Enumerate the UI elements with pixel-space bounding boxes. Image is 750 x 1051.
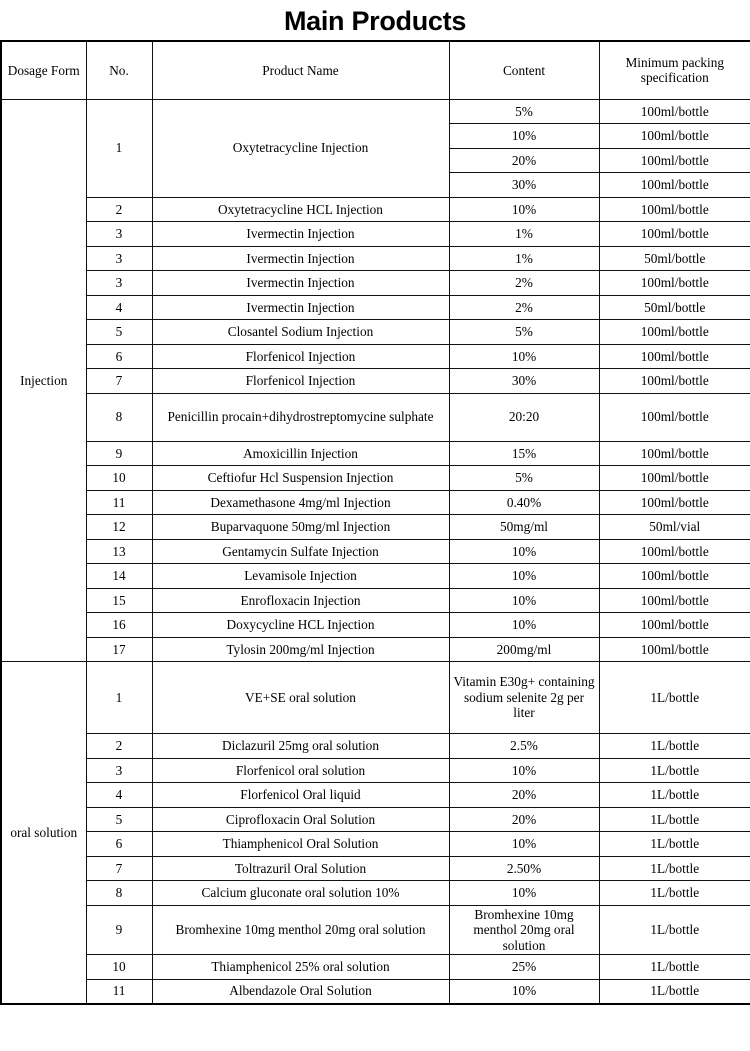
table-row xyxy=(1,832,750,857)
row-number-cell: 3 xyxy=(86,222,152,247)
packing-specification-cell: 1L/bottle xyxy=(599,734,750,759)
table-row xyxy=(1,881,750,906)
row-number-cell: 10 xyxy=(86,955,152,980)
table-row xyxy=(1,222,750,247)
content-cell: 20% xyxy=(449,807,599,832)
row-number-cell: 12 xyxy=(86,515,152,540)
packing-specification-cell: 50ml/bottle xyxy=(599,295,750,320)
row-number-cell: 11 xyxy=(86,979,152,1004)
dosage-form-cell: oral solution xyxy=(1,662,86,1004)
product-name-cell: Doxycycline HCL Injection xyxy=(152,613,449,638)
content-cell: 20:20 xyxy=(449,393,599,441)
content-cell: 30% xyxy=(449,173,599,198)
product-name-cell: Toltrazuril Oral Solution xyxy=(152,856,449,881)
table-row xyxy=(1,344,750,369)
row-number-cell: 4 xyxy=(86,783,152,808)
product-name-cell: Oxytetracycline HCL Injection xyxy=(152,197,449,222)
packing-specification-cell: 1L/bottle xyxy=(599,832,750,857)
packing-specification-cell: 1L/bottle xyxy=(599,955,750,980)
table-row xyxy=(1,369,750,394)
table-header xyxy=(1,41,750,99)
packing-specification-cell: 100ml/bottle xyxy=(599,393,750,441)
table-row xyxy=(1,905,750,955)
table-row xyxy=(1,393,750,441)
table-row xyxy=(1,807,750,832)
product-name-cell: Ivermectin Injection xyxy=(152,222,449,247)
table-row xyxy=(1,271,750,296)
row-number-cell: 5 xyxy=(86,807,152,832)
packing-specification-cell: 1L/bottle xyxy=(599,905,750,955)
packing-specification-cell: 1L/bottle xyxy=(599,979,750,1004)
product-name-cell: Penicillin procain+dihydrostreptomycine sulphate xyxy=(152,393,449,441)
content-cell: 2.5% xyxy=(449,734,599,759)
row-number-cell: 11 xyxy=(86,490,152,515)
product-name-cell: Albendazole Oral Solution xyxy=(152,979,449,1004)
table-row xyxy=(1,856,750,881)
row-number-cell: 9 xyxy=(86,905,152,955)
packing-specification-cell: 50ml/bottle xyxy=(599,246,750,271)
table-row xyxy=(1,295,750,320)
packing-specification-cell: 100ml/bottle xyxy=(599,441,750,466)
content-cell: 1% xyxy=(449,246,599,271)
products-table xyxy=(0,40,750,1005)
header-row xyxy=(1,41,750,99)
packing-specification-cell: 50ml/vial xyxy=(599,515,750,540)
packing-specification-cell: 1L/bottle xyxy=(599,758,750,783)
product-name-cell: Ceftiofur Hcl Suspension Injection xyxy=(152,466,449,491)
packing-specification-cell: 100ml/bottle xyxy=(599,173,750,198)
product-name-cell: Amoxicillin Injection xyxy=(152,441,449,466)
packing-specification-cell: 1L/bottle xyxy=(599,881,750,906)
packing-specification-cell: 100ml/bottle xyxy=(599,369,750,394)
packing-specification-cell: 100ml/bottle xyxy=(599,124,750,149)
table-row xyxy=(1,466,750,491)
product-name-cell: Ivermectin Injection xyxy=(152,246,449,271)
content-cell: 2% xyxy=(449,271,599,296)
product-name-cell: Gentamycin Sulfate Injection xyxy=(152,539,449,564)
content-cell: 10% xyxy=(449,758,599,783)
column-header-packing: Minimum packing specification xyxy=(599,41,750,99)
row-number-cell: 3 xyxy=(86,271,152,296)
product-name-cell: Dexamethasone 4mg/ml Injection xyxy=(152,490,449,515)
row-number-cell: 13 xyxy=(86,539,152,564)
product-name-cell: Calcium gluconate oral solution 10% xyxy=(152,881,449,906)
packing-specification-cell: 100ml/bottle xyxy=(599,466,750,491)
content-cell: 10% xyxy=(449,539,599,564)
row-number-cell: 5 xyxy=(86,320,152,345)
table-row xyxy=(1,734,750,759)
row-number-cell: 4 xyxy=(86,295,152,320)
product-name-cell: Tylosin 200mg/ml Injection xyxy=(152,637,449,662)
product-name-cell: Ciprofloxacin Oral Solution xyxy=(152,807,449,832)
table-row xyxy=(1,588,750,613)
table-row xyxy=(1,979,750,1004)
row-number-cell: 2 xyxy=(86,734,152,759)
row-number-cell: 7 xyxy=(86,369,152,394)
row-number-cell: 6 xyxy=(86,344,152,369)
packing-specification-cell: 100ml/bottle xyxy=(599,588,750,613)
content-cell: 50mg/ml xyxy=(449,515,599,540)
packing-specification-cell: 100ml/bottle xyxy=(599,320,750,345)
content-cell: 200mg/ml xyxy=(449,637,599,662)
product-name-cell: Ivermectin Injection xyxy=(152,271,449,296)
table-row xyxy=(1,515,750,540)
column-header-content: Content xyxy=(449,41,599,99)
product-name-cell: Florfenicol Injection xyxy=(152,369,449,394)
row-number-cell: 1 xyxy=(86,662,152,734)
row-number-cell: 9 xyxy=(86,441,152,466)
content-cell: 2% xyxy=(449,295,599,320)
packing-specification-cell: 100ml/bottle xyxy=(599,99,750,124)
table-row xyxy=(1,320,750,345)
table-row xyxy=(1,99,750,124)
packing-specification-cell: 100ml/bottle xyxy=(599,197,750,222)
product-name-cell: Thiamphenicol Oral Solution xyxy=(152,832,449,857)
product-name-cell: Levamisole Injection xyxy=(152,564,449,589)
content-cell: 10% xyxy=(449,881,599,906)
packing-specification-cell: 100ml/bottle xyxy=(599,637,750,662)
content-cell: 10% xyxy=(449,832,599,857)
column-header-dosage-form: Dosage Form xyxy=(1,41,86,99)
packing-specification-cell: 100ml/bottle xyxy=(599,271,750,296)
table-row xyxy=(1,197,750,222)
content-cell: 15% xyxy=(449,441,599,466)
content-cell: Vitamin E30g+ containing sodium selenite 2g per liter xyxy=(449,662,599,734)
content-cell: 5% xyxy=(449,466,599,491)
content-cell: 10% xyxy=(449,979,599,1004)
product-name-cell: Oxytetracycline Injection xyxy=(152,99,449,197)
content-cell: 10% xyxy=(449,197,599,222)
product-name-cell: Enrofloxacin Injection xyxy=(152,588,449,613)
table-row xyxy=(1,955,750,980)
column-header-product-name: Product Name xyxy=(152,41,449,99)
packing-specification-cell: 100ml/bottle xyxy=(599,344,750,369)
content-cell: 2.50% xyxy=(449,856,599,881)
product-name-cell: Thiamphenicol 25% oral solution xyxy=(152,955,449,980)
row-number-cell: 3 xyxy=(86,246,152,271)
table-row xyxy=(1,539,750,564)
content-cell: 20% xyxy=(449,148,599,173)
packing-specification-cell: 100ml/bottle xyxy=(599,613,750,638)
content-cell: 10% xyxy=(449,344,599,369)
table-row xyxy=(1,662,750,734)
column-header-no: No. xyxy=(86,41,152,99)
packing-specification-cell: 100ml/bottle xyxy=(599,222,750,247)
row-number-cell: 8 xyxy=(86,393,152,441)
product-name-cell: VE+SE oral solution xyxy=(152,662,449,734)
product-name-cell: Florfenicol oral solution xyxy=(152,758,449,783)
content-cell: 10% xyxy=(449,613,599,638)
table-row xyxy=(1,490,750,515)
packing-specification-cell: 100ml/bottle xyxy=(599,539,750,564)
packing-specification-cell: 1L/bottle xyxy=(599,662,750,734)
product-name-cell: Florfenicol Injection xyxy=(152,344,449,369)
product-name-cell: Closantel Sodium Injection xyxy=(152,320,449,345)
row-number-cell: 6 xyxy=(86,832,152,857)
table-row xyxy=(1,613,750,638)
content-cell: 10% xyxy=(449,588,599,613)
product-name-cell: Florfenicol Oral liquid xyxy=(152,783,449,808)
content-cell: 10% xyxy=(449,564,599,589)
table-row xyxy=(1,783,750,808)
table-row xyxy=(1,441,750,466)
content-cell: 1% xyxy=(449,222,599,247)
packing-specification-cell: 100ml/bottle xyxy=(599,564,750,589)
content-cell: Bromhexine 10mg menthol 20mg oral solution xyxy=(449,905,599,955)
content-cell: 5% xyxy=(449,320,599,345)
content-cell: 5% xyxy=(449,99,599,124)
table-row xyxy=(1,758,750,783)
row-number-cell: 15 xyxy=(86,588,152,613)
content-cell: 0.40% xyxy=(449,490,599,515)
product-name-cell: Buparvaquone 50mg/ml Injection xyxy=(152,515,449,540)
row-number-cell: 8 xyxy=(86,881,152,906)
table-row xyxy=(1,637,750,662)
row-number-cell: 2 xyxy=(86,197,152,222)
table-row xyxy=(1,564,750,589)
page-title: Main Products xyxy=(283,6,467,36)
row-number-cell: 14 xyxy=(86,564,152,589)
content-cell: 30% xyxy=(449,369,599,394)
row-number-cell: 10 xyxy=(86,466,152,491)
content-cell: 10% xyxy=(449,124,599,149)
packing-specification-cell: 100ml/bottle xyxy=(599,490,750,515)
row-number-cell: 17 xyxy=(86,637,152,662)
row-number-cell: 1 xyxy=(86,99,152,197)
dosage-form-cell: Injection xyxy=(1,99,86,662)
content-cell: 20% xyxy=(449,783,599,808)
table-body xyxy=(1,99,750,1004)
packing-specification-cell: 100ml/bottle xyxy=(599,148,750,173)
product-name-cell: Bromhexine 10mg menthol 20mg oral solution xyxy=(152,905,449,955)
packing-specification-cell: 1L/bottle xyxy=(599,856,750,881)
packing-specification-cell: 1L/bottle xyxy=(599,783,750,808)
row-number-cell: 7 xyxy=(86,856,152,881)
packing-specification-cell: 1L/bottle xyxy=(599,807,750,832)
content-cell: 25% xyxy=(449,955,599,980)
row-number-cell: 16 xyxy=(86,613,152,638)
row-number-cell: 3 xyxy=(86,758,152,783)
product-name-cell: Diclazuril 25mg oral solution xyxy=(152,734,449,759)
table-row xyxy=(1,246,750,271)
product-name-cell: Ivermectin Injection xyxy=(152,295,449,320)
